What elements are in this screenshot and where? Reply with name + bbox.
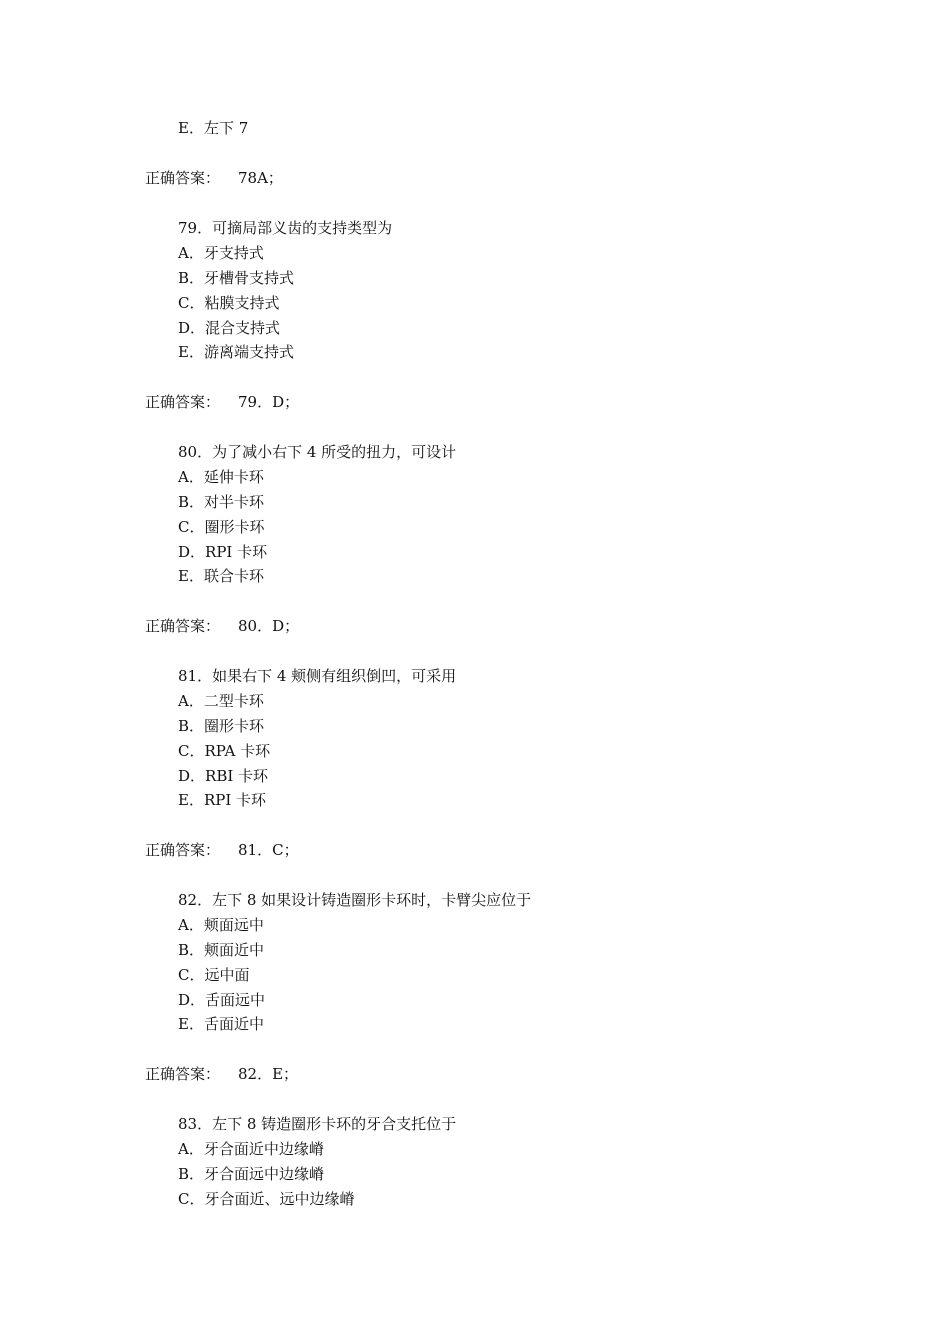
question-80: 80．为了减小右下 4 所受的扭力，可设计 [178, 443, 457, 461]
question-83: 83．左下 8 铸造圈形卡环的牙合支托位于 [178, 1115, 457, 1133]
answer-label: 正确答案： [145, 617, 221, 635]
option-b-79: B．牙槽骨支持式 [178, 269, 295, 287]
option-d-81: D．RBI 卡环 [178, 767, 269, 785]
option-e-79: E．游离端支持式 [178, 343, 294, 361]
question-82: 82．左下 8 如果设计铸造圈形卡环时，卡臂尖应位于 [178, 891, 532, 909]
option-c-79: C．粘膜支持式 [178, 294, 280, 312]
option-b-81: B．圈形卡环 [178, 717, 265, 735]
answer-value: 79．D； [238, 393, 300, 411]
question-79: 79．可摘局部义齿的支持类型为 [178, 219, 393, 237]
option-b-82: B．颊面近中 [178, 941, 265, 959]
option-d-79: D．混合支持式 [178, 319, 281, 337]
answer-81 [145, 839, 299, 861]
option-b-83: B．牙合面远中边缘嵴 [178, 1165, 325, 1183]
answer-value: 78A； [238, 169, 283, 187]
answer-label: 正确答案： [145, 841, 221, 859]
option-c-82: C．远中面 [178, 966, 250, 984]
answer-value: 80．D； [238, 617, 300, 635]
option-a-83: A．牙合面近中边缘嵴 [178, 1140, 324, 1158]
answer-label: 正确答案： [145, 169, 221, 187]
answer-label: 正确答案： [145, 1065, 221, 1083]
question-81: 81．如果右下 4 颊侧有组织倒凹，可采用 [178, 667, 457, 685]
option-a-81: A．二型卡环 [178, 692, 264, 710]
option-c-83: C．牙合面近、远中边缘嵴 [178, 1190, 355, 1208]
answer-80 [145, 615, 299, 637]
option-d-80: D．RPI 卡环 [178, 543, 268, 561]
answer-79 [145, 391, 299, 413]
answer-82 [145, 1063, 298, 1085]
option-e-82: E．舌面近中 [178, 1015, 264, 1033]
option-c-81: C．RPA 卡环 [178, 742, 271, 760]
option-a-79: A．牙支持式 [178, 244, 264, 262]
option-c-80: C．圈形卡环 [178, 518, 265, 536]
answer-78 [145, 167, 283, 189]
answer-label: 正确答案： [145, 393, 221, 411]
option-e-78: E．左下 7 [178, 119, 249, 137]
option-e-81: E．RPI 卡环 [178, 791, 267, 809]
answer-value: 82．E； [238, 1065, 299, 1083]
option-a-82: A．颊面远中 [178, 916, 264, 934]
option-e-80: E．联合卡环 [178, 567, 264, 585]
option-b-80: B．对半卡环 [178, 493, 265, 511]
option-d-82: D．舌面远中 [178, 991, 266, 1009]
answer-value: 81．C； [238, 841, 299, 859]
option-a-80: A．延伸卡环 [178, 468, 264, 486]
